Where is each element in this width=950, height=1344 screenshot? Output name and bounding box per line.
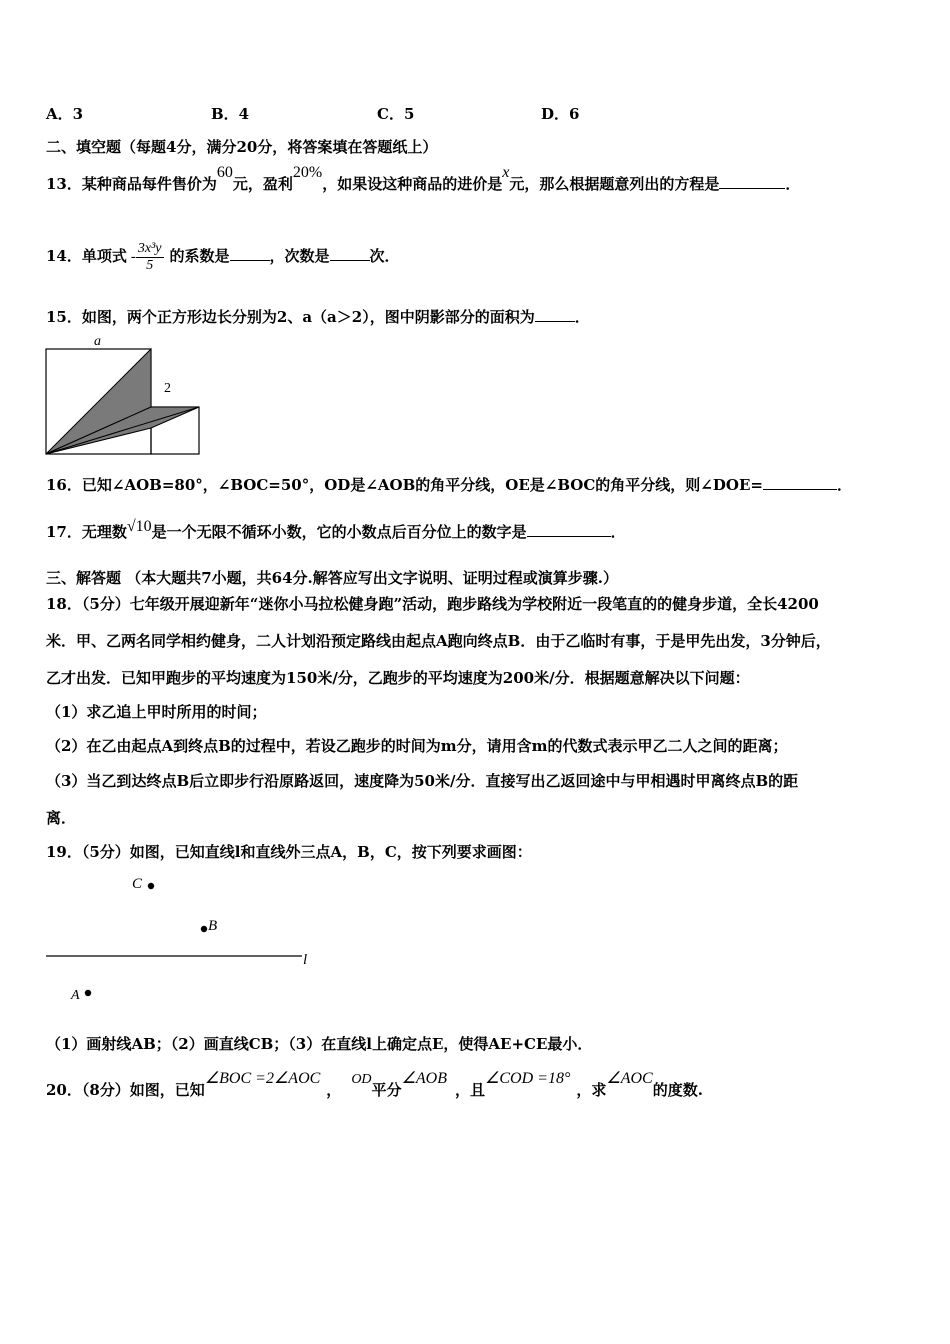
q14-part4: 次． (369, 247, 400, 265)
q15-figure (40, 333, 210, 459)
question-16 (46, 475, 852, 495)
question-19: 19．（5分）如图，已知直线l和直线外三点A，B，C，按下列要求画图： (46, 843, 532, 861)
q13-end: ． (785, 175, 801, 193)
q20-comma-3: ，求 (576, 1081, 607, 1099)
q18-sub-3b: 离． (46, 809, 77, 827)
q20-part2: 平分 (371, 1081, 402, 1099)
q13-price: 60 (216, 164, 233, 181)
q18-sub-1: （1）求乙追上甲时所用的时间； (46, 703, 267, 721)
q18-line-1: 18．（5分）七年级开展迎新年“迷你小马拉松健身跑”活动，跑步路线为学校附近一段笔直的的健身步道，全长4200 (46, 595, 819, 613)
option-a: A．3 (46, 105, 84, 123)
option-b: B．4 (211, 105, 250, 123)
q16-answer-blank (763, 475, 837, 490)
question-15 (46, 307, 590, 327)
q13-part3: ，如果设这种商品的进价是 (322, 175, 503, 193)
q14-numerator: 3x³y (137, 240, 162, 256)
label-2: 2 (164, 381, 171, 396)
q17-part1: 17．无理数 (46, 523, 127, 541)
point-c (148, 883, 154, 889)
q14-coefficient-blank (230, 246, 270, 261)
point-a-label: A (71, 988, 80, 1003)
q20-comma-1: ， (326, 1081, 342, 1099)
q15-end: ． (574, 308, 590, 326)
q20-math-od: OD (351, 1072, 372, 1087)
q17-answer-blank (527, 522, 611, 537)
section-3-title: 三、解答题 （本大题共7小题，共64分.解答应写出文字说明、证明过程或演算步骤.） (46, 569, 618, 587)
q20-math-boc: ∠BOC =2∠AOC (204, 1070, 321, 1087)
q18-sub-3a: （3）当乙到达终点B后立即步行沿原路返回，速度降为50米/分．直接写出乙返回途中与甲相遇时甲离终点B的距 (46, 772, 799, 790)
q13-part4: 元，那么根据题意列出的方程是 (509, 175, 720, 193)
option-c: C．5 (377, 105, 415, 123)
question-13 (46, 164, 801, 195)
question-14 (46, 238, 400, 275)
q17-sqrt10: √10 (126, 518, 152, 535)
q17-part2: 是一个无限不循环小数，它的小数点后百分位上的数字是 (151, 523, 527, 541)
point-a (85, 990, 91, 996)
q16-end: ． (836, 476, 852, 494)
q19-subquestions: （1）画射线AB；（2）画直线CB；（3）在直线l上确定点E，使得AE+CE最小． (46, 1035, 593, 1053)
q13-part2: 元，盈利 (232, 175, 293, 193)
q20-math-aoc: ∠AOC (606, 1070, 653, 1087)
q15-text: 15．如图，两个正方形边长分别为2、a（a＞2），图中阴影部分的面积为 (46, 308, 535, 326)
question-20 (46, 1070, 703, 1102)
q14-part3: ，次数是 (269, 247, 330, 265)
line-l-label: l (303, 952, 308, 968)
q20-math-cod: ∠COD =18° (485, 1070, 571, 1087)
point-b-label: B (208, 918, 218, 934)
q14-part1: 14．单项式 (46, 247, 127, 265)
q17-end: ． (610, 523, 626, 541)
q14-part2: 的系数是 (169, 247, 230, 265)
q18-line-3: 乙才出发．已知甲跑步的平均速度为150米/分，乙跑步的平均速度为200米/分．根据题意解决以下问题： (46, 669, 750, 687)
label-a: a (94, 334, 101, 349)
point-b (201, 926, 207, 932)
section-2-title: 二、填空题（每题4分，满分20分，将答案填在答题纸上） (46, 138, 438, 156)
q16-text: 16．已知∠AOB=80°，∠BOC=50°，OD是∠AOB的角平分线，OE是∠BOC的角平分线，则∠DOE= (46, 476, 763, 494)
option-d: D．6 (541, 105, 580, 123)
q14-degree-blank (330, 246, 370, 261)
q20-part1: 20．（8分）如图，已知 (46, 1081, 205, 1099)
q20-comma-2: ，且 (455, 1081, 486, 1099)
question-17 (46, 518, 626, 543)
q14-minus: - (130, 249, 136, 265)
q13-part1: 13．某种商品每件售价为 (46, 175, 217, 193)
point-c-label: C (132, 876, 143, 892)
q13-answer-blank (719, 174, 785, 189)
q18-sub-2: （2）在乙由起点A到终点B的过程中，若设乙跑步的时间为m分，请用含m的代数式表示甲乙二人之间的距离； (46, 737, 788, 755)
q18-line-2: 米．甲、乙两名同学相约健身，二人计划沿预定路线由起点A跑向终点B．由于乙临时有事，于是甲先出发，3分钟后， (46, 632, 831, 650)
q13-var-x: x (502, 164, 510, 181)
q13-profit: 20% (292, 164, 323, 181)
q14-denominator: 5 (146, 257, 154, 273)
q20-math-aob: ∠AOB (401, 1070, 448, 1087)
q19-figure (40, 868, 340, 1013)
q14-fraction (136, 241, 164, 274)
q20-part3: 的度数. (652, 1081, 703, 1099)
q15-answer-blank (535, 307, 575, 322)
